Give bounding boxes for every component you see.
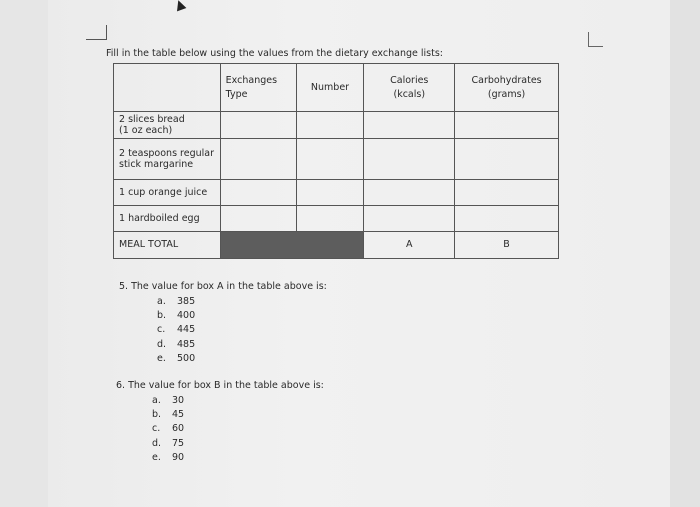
shaded-cell (220, 231, 364, 258)
food-line2: stick margarine (119, 158, 194, 170)
option-b[interactable]: b. 45 (152, 409, 185, 421)
type-cell[interactable] (220, 139, 296, 179)
food-cell (114, 205, 221, 231)
food-line1: 1 hardboiled egg (119, 212, 200, 224)
header-carbohydrates (455, 64, 559, 112)
header-carbohydrates-label: Carbohydrates (471, 75, 542, 87)
food-line1: 2 slices bread (119, 114, 185, 126)
option-a[interactable]: a. 30 (152, 395, 185, 406)
carbohydrates-cell[interactable] (455, 205, 559, 231)
carbohydrates-cell[interactable] (455, 112, 559, 139)
type-cell[interactable] (220, 112, 296, 139)
carbohydrates-cell[interactable] (455, 179, 559, 205)
question-6 (116, 380, 324, 465)
header-number (296, 64, 364, 112)
question-stem: 5. The value for box A in the table above is: (119, 281, 327, 292)
food-cell (114, 139, 221, 179)
table-row (114, 112, 559, 139)
question-5 (119, 281, 327, 366)
option-b[interactable]: b. 400 (157, 310, 196, 322)
header-exchanges-label: Exchanges (225, 75, 278, 87)
number-cell[interactable] (296, 205, 364, 231)
box-a: A (364, 231, 455, 258)
corner-pen-mark (588, 32, 603, 47)
food-cell (114, 112, 221, 139)
type-cell[interactable] (220, 179, 296, 205)
answer-options (157, 295, 327, 366)
food-line1: 2 teaspoons regular (119, 147, 215, 159)
option-a[interactable]: a. 385 (157, 296, 196, 307)
pen-checkmark (86, 25, 107, 40)
food-line1: 1 cup orange juice (119, 186, 208, 198)
header-carbohydrates-unit: (grams) (487, 89, 526, 101)
food-line2: (1 oz each) (119, 125, 173, 137)
box-b: B (455, 231, 559, 258)
calories-cell[interactable] (364, 112, 455, 139)
left-background (0, 0, 48, 507)
header-food-cell (114, 64, 221, 112)
number-cell[interactable] (296, 179, 364, 205)
option-d[interactable]: d. 75 (152, 437, 185, 449)
instructions-text: Fill in the table below using the values from the dietary exchange lists: (106, 48, 443, 59)
calories-cell[interactable] (364, 179, 455, 205)
table-header-row (114, 64, 559, 112)
calories-cell[interactable] (364, 139, 455, 179)
carbohydrates-cell[interactable] (455, 139, 559, 179)
food-cell (114, 179, 221, 205)
option-e[interactable]: e. 90 (152, 451, 185, 463)
number-cell[interactable] (296, 139, 364, 179)
header-calories (364, 64, 455, 112)
header-type-label: Type (225, 89, 248, 101)
table-row (114, 179, 559, 205)
meal-total-label: MEAL TOTAL (114, 231, 221, 258)
right-background (670, 0, 700, 507)
option-d[interactable]: d. 485 (157, 338, 196, 350)
header-exchange-type (220, 64, 296, 112)
table-row (114, 205, 559, 231)
option-e[interactable]: e. 500 (157, 352, 196, 364)
exchange-table (113, 63, 559, 259)
number-cell[interactable] (296, 112, 364, 139)
header-calories-label: Calories (390, 75, 429, 87)
header-calories-unit: (kcals) (393, 89, 426, 101)
option-c[interactable]: c. 60 (152, 423, 185, 435)
type-cell[interactable] (220, 205, 296, 231)
answer-options (152, 394, 324, 465)
header-number-label: Number (310, 82, 350, 94)
table-row (114, 139, 559, 179)
meal-total-row (114, 231, 559, 258)
calories-cell[interactable] (364, 205, 455, 231)
question-stem: 6. The value for box B in the table above is: (116, 380, 324, 391)
option-c[interactable]: c. 445 (157, 324, 196, 336)
